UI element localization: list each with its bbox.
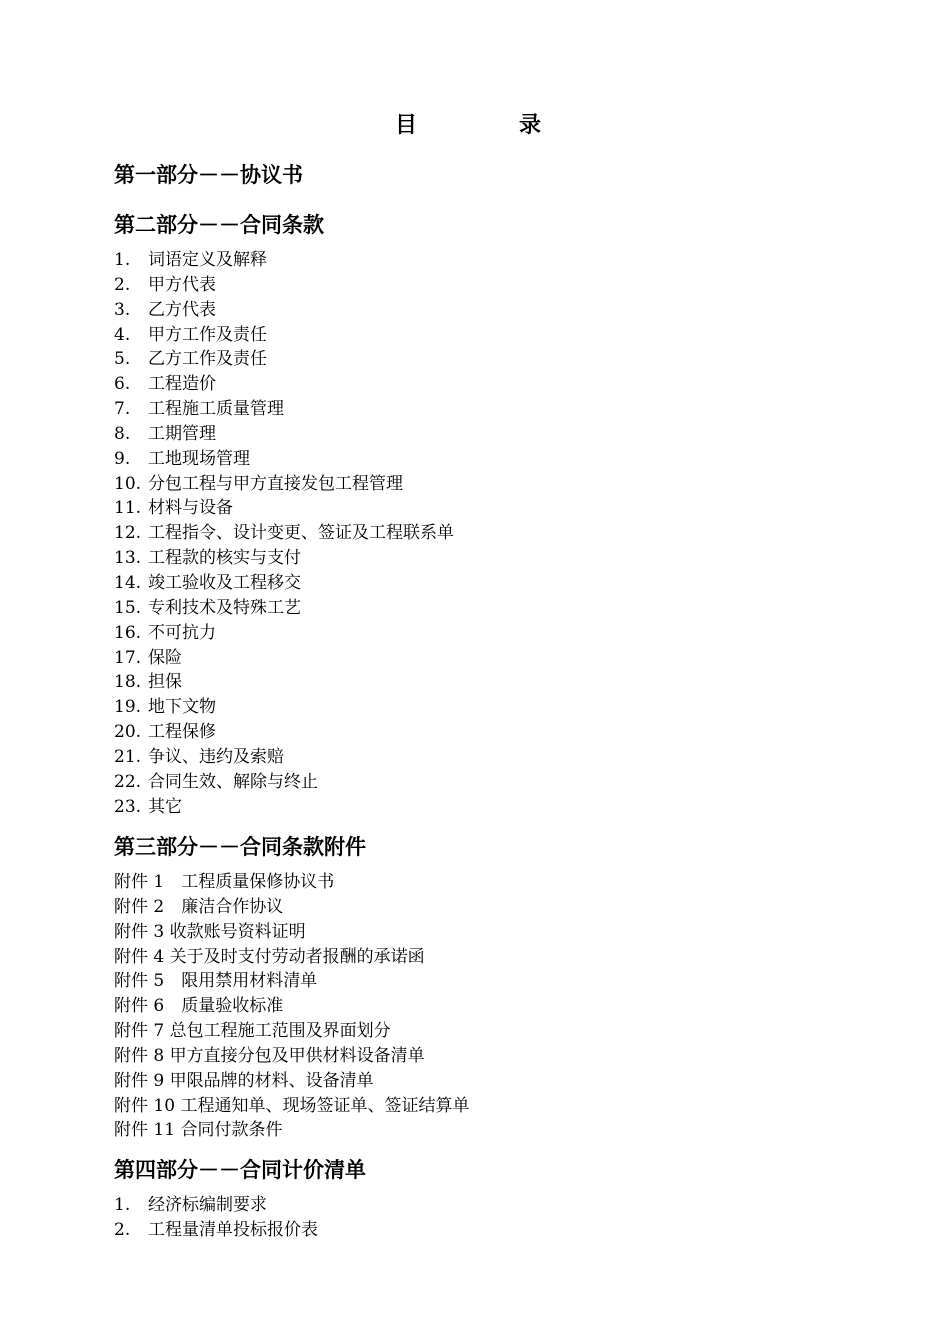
list-item: [114, 596, 894, 621]
item-text: 工程量清单投标报价表: [148, 1219, 318, 1240]
list-item: [114, 447, 894, 472]
item-text: 合同生效、解除与终止: [148, 771, 318, 792]
item-text: 乙方工作及责任: [148, 349, 267, 370]
list-item: [114, 621, 894, 646]
part2-section: [114, 210, 894, 819]
item-number: 9.: [114, 448, 131, 469]
list-item: [114, 347, 894, 372]
item-number: 2.: [114, 274, 131, 295]
list-item: [114, 770, 894, 795]
item-number: 8.: [114, 423, 131, 444]
item-number: 2.: [114, 1219, 131, 1240]
annex-item: 附件 4 关于及时支付劳动者报酬的承诺函: [114, 946, 425, 967]
item-number: 12.: [114, 523, 142, 544]
list-item: [114, 298, 894, 323]
list-item: [114, 670, 894, 695]
annex-item: 附件 5 限用禁用材料清单: [114, 971, 318, 992]
item-text: 分包工程与甲方直接发包工程管理: [148, 473, 403, 494]
annex-item: 附件 9 甲限品牌的材料、设备清单: [114, 1070, 374, 1091]
item-text: 工程保修: [148, 722, 216, 743]
item-number: 1.: [114, 1195, 131, 1215]
list-item: [114, 720, 894, 745]
item-number: 11.: [114, 498, 142, 519]
annex-item: 附件 10 工程通知单、现场签证单、签证结算单: [114, 1095, 470, 1116]
item-text: 竣工验收及工程移交: [148, 572, 301, 593]
item-number: 16.: [114, 622, 142, 643]
part2-list: [114, 248, 894, 819]
item-number: 18.: [114, 672, 142, 693]
item-number: 7.: [114, 399, 131, 420]
list-item: [114, 472, 894, 497]
item-number: 23.: [114, 796, 142, 817]
item-number: 17.: [114, 647, 142, 668]
item-number: 14.: [114, 572, 142, 593]
item-number: 22.: [114, 771, 142, 792]
item-text: 材料与设备: [148, 498, 233, 519]
item-text: 保险: [148, 647, 182, 668]
item-text: 地下文物: [148, 697, 216, 718]
list-item: [114, 1218, 894, 1243]
part1-section: [114, 160, 894, 190]
part4-heading: 第四部分－－合同计价清单: [114, 1158, 366, 1182]
part1-heading: 第一部分－－协议书: [114, 163, 303, 187]
list-item: [114, 745, 894, 770]
annex-item: 附件 7 总包工程施工范围及界面划分: [114, 1021, 391, 1042]
list-item: [114, 248, 894, 273]
page-title: 目 录: [394, 112, 581, 138]
annex-item: 附件 1 工程质量保修协议书: [114, 872, 335, 892]
item-text: 词语定义及解释: [148, 250, 267, 270]
list-item: [114, 795, 894, 820]
item-text: 工期管理: [148, 423, 216, 444]
part3-list: [114, 870, 894, 1143]
item-number: 15.: [114, 597, 142, 618]
item-number: 19.: [114, 697, 142, 718]
list-item: [114, 571, 894, 596]
part4-section: [114, 1155, 894, 1243]
item-text: 工程造价: [148, 374, 216, 395]
item-text: 工程指令、设计变更、签证及工程联系单: [148, 523, 454, 544]
item-number: 13.: [114, 548, 142, 569]
item-text: 专利技术及特殊工艺: [148, 597, 301, 618]
item-text: 不可抗力: [148, 622, 216, 643]
annex-item: 附件 2 廉洁合作协议: [114, 896, 284, 917]
part3-section: [114, 832, 894, 1143]
item-text: 经济标编制要求: [148, 1195, 267, 1215]
item-number: 21.: [114, 746, 142, 767]
item-text: 甲方代表: [148, 274, 216, 295]
item-text: 乙方代表: [148, 299, 216, 320]
item-text: 工程款的核实与支付: [148, 548, 301, 569]
part3-heading: 第三部分－－合同条款附件: [114, 835, 366, 859]
item-number: 10.: [114, 473, 142, 494]
annex-item: 附件 8 甲方直接分包及甲供材料设备清单: [114, 1045, 425, 1066]
list-item: [114, 273, 894, 298]
part2-heading: 第二部分－－合同条款: [114, 213, 324, 237]
item-number: 20.: [114, 722, 142, 743]
list-item: [114, 372, 894, 397]
item-text: 工地现场管理: [148, 448, 250, 469]
item-text: 工程施工质量管理: [148, 399, 284, 420]
list-item: [114, 397, 894, 422]
item-text: 担保: [148, 672, 182, 693]
item-text: 争议、违约及索赔: [148, 746, 284, 767]
item-number: 5.: [114, 349, 131, 370]
item-number: 4.: [114, 324, 131, 345]
item-text: 其它: [148, 796, 182, 817]
list-item: [114, 646, 894, 671]
list-item: [114, 496, 894, 521]
list-item: [114, 546, 894, 571]
annex-item: 附件 11 合同付款条件: [114, 1120, 283, 1141]
list-item: [114, 422, 894, 447]
list-item: [114, 521, 894, 546]
item-number: 3.: [114, 299, 131, 320]
list-item: [114, 1193, 894, 1218]
item-number: 6.: [114, 374, 131, 395]
list-item: [114, 695, 894, 720]
annex-item: 附件 3 收款账号资料证明: [114, 921, 306, 942]
annex-item: 附件 6 质量验收标准: [114, 996, 284, 1017]
part4-list: [114, 1193, 894, 1243]
list-item: [114, 323, 894, 348]
item-text: 甲方工作及责任: [148, 324, 267, 345]
item-number: 1.: [114, 250, 131, 270]
